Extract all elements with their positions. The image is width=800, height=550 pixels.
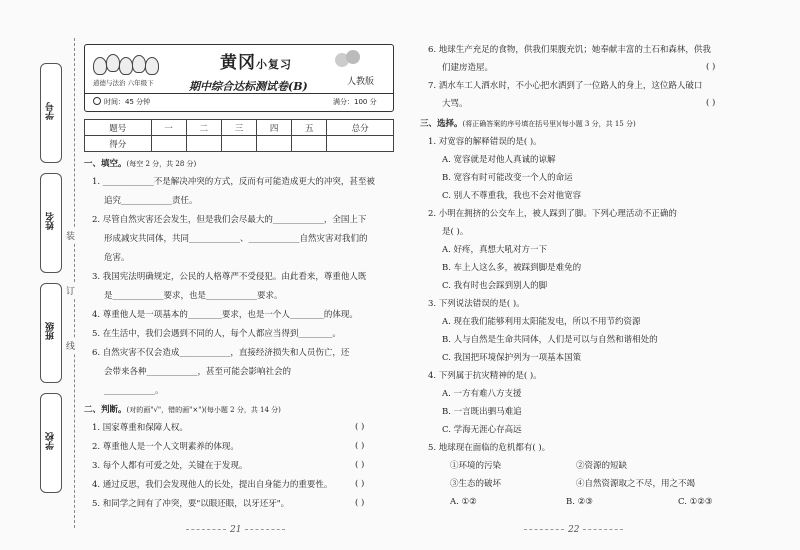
cut-char-zhuang: 装 (66, 228, 75, 243)
s3-answer-option: C. ①②③ (678, 497, 713, 507)
school-label: 学校 (46, 432, 56, 450)
cut-char-ding: 订 (66, 283, 75, 298)
score-cell[interactable] (327, 136, 394, 152)
class-box[interactable] (40, 283, 62, 383)
score-cell[interactable] (186, 136, 221, 152)
table-cell: 三 (221, 120, 256, 136)
s1-line: 追究____________责任。 (104, 196, 198, 206)
grade-table (84, 119, 394, 152)
s1-line: 6. 自然灾害不仅会造成____________，直接经济损失和人员伤亡，还 (92, 348, 350, 358)
s3-option: B. 一言既出驷马难追 (442, 407, 522, 417)
answer-paren[interactable]: ( ) (706, 98, 716, 108)
section2-title: 二、判断。 (84, 405, 127, 415)
table-row (85, 120, 394, 136)
name-box[interactable] (40, 173, 62, 273)
s2-item: 2. 尊重他人是一个人文明素养的体现。 (92, 442, 239, 452)
s3-option: A. 一方有难八方支援 (442, 389, 522, 399)
s3-line: 是( )。 (442, 227, 469, 237)
table-cell: 题号 (85, 120, 152, 136)
s3-option: B. 人与自然是生命共同体，人们是可以与自然和谐相处的 (442, 335, 658, 345)
section3-note: (将正确答案的序号填在括号里)(每小题 3 分，共 15 分) (462, 120, 636, 128)
s3-option: A. 现在我们能够利用太阳能发电，所以不用节约资源 (442, 317, 641, 327)
section1-heading (84, 158, 196, 170)
table-row (85, 136, 394, 152)
section1-note: (每空 2 分，共 28 分) (126, 160, 197, 168)
student-id-box[interactable] (40, 63, 62, 163)
score-label: 满分：100 分 (333, 98, 377, 106)
brand-name: 黄冈 (220, 53, 256, 73)
s3-line: 5. 地球现在面临的危机都有( )。 (428, 443, 551, 453)
answer-paren[interactable]: ( ) (355, 498, 365, 508)
s2-line: 6. 地球生产充足的食物，供我们果腹充饥；她奉献丰富的土石和森林，供我 (428, 45, 711, 55)
s3-option: A. 宽容就是对他人真诚的谅解 (442, 155, 556, 165)
edition-label: 人教版 (347, 77, 375, 87)
s1-line: 4. 尊重他人是一项基本的________要求，也是一个人________的体现。 (92, 310, 358, 320)
s2-item: 3. 每个人都有可爱之处，关键在于发现。 (92, 461, 248, 471)
subject-label: 道德与法治 六年级下 (93, 79, 154, 87)
header-divider (85, 93, 393, 94)
student-id-label: 学号 (46, 102, 56, 120)
s1-line: 2. 尽管自然灾害还会发生，但是我们会尽最大的____________，全国上下 (92, 215, 367, 225)
brand-logo (220, 48, 292, 73)
section3-heading (420, 118, 636, 130)
score-cell[interactable] (221, 136, 256, 152)
score-cell[interactable] (292, 136, 327, 152)
brand-small: 小复习 (256, 58, 292, 71)
s2-item: 4. 通过反思，我们会发现他人的长处，提出自身能力的重要性。 (92, 480, 333, 490)
s1-line: 5. 在生活中，我们会遇到不同的人，每个人都应当得到________。 (92, 329, 341, 339)
class-label: 班级 (46, 322, 56, 340)
s3-line: 2. 小明在拥挤的公交车上，被人踩到了脚。下列心理活动不正确的 (428, 209, 677, 219)
score-cell[interactable] (151, 136, 186, 152)
cut-char-xian: 线 (66, 338, 75, 353)
s3-option: C. 学海无涯心存高远 (442, 425, 522, 435)
s1-line: 3. 我国宪法明确规定，公民的人格尊严不受侵犯。由此看来，尊重他人既 (92, 272, 367, 282)
s2-item: 5. 和同学之间有了冲突，要"以眼还眼，以牙还牙"。 (92, 499, 290, 509)
time-info (93, 97, 150, 107)
page-number-right: 22 (520, 525, 627, 535)
section3-title: 三、选择。 (420, 119, 463, 129)
s1-line: 危害。 (104, 253, 130, 263)
time-label: 时间：45 分钟 (104, 98, 151, 106)
s3-option: C. 别人不尊重我，我也不会对他宽容 (442, 191, 582, 201)
binding-strip (6, 38, 74, 528)
hearts-icon (335, 50, 365, 70)
table-cell: 总分 (327, 120, 394, 136)
answer-paren[interactable]: ( ) (355, 479, 365, 489)
s3-option: C. 我国把环境保护列为一项基本国策 (442, 353, 582, 363)
clock-icon (93, 97, 101, 105)
table-cell: 四 (257, 120, 292, 136)
s3-line: 3. 下列说法错误的是( )。 (428, 299, 525, 309)
s3-option: C. 我有时也会踩到别人的脚 (442, 281, 548, 291)
answer-paren[interactable]: ( ) (355, 422, 365, 432)
s3-circle-option: ①环境的污染 (450, 461, 502, 471)
score-cell[interactable] (257, 136, 292, 152)
s3-circle-option: ②资源的短缺 (576, 461, 628, 471)
page-number-left: 21 (182, 525, 289, 535)
s3-option: B. 宽容有时可能改变一个人的命运 (442, 173, 573, 183)
section2-note: (对的画"√"，错的画"×")(每小题 2 分，共 14 分) (126, 406, 281, 414)
s3-option: B. 车上人这么多，被踩到脚是难免的 (442, 263, 582, 273)
exam-title: 期中综合达标测试卷(B) (189, 80, 308, 93)
section1-title: 一、填空。 (84, 159, 127, 169)
s2-line: 7. 洒水车工人洒水时，不小心把水洒到了一位路人的身上，这位路人破口 (428, 81, 703, 91)
table-cell: 得分 (85, 136, 152, 152)
answer-paren[interactable]: ( ) (706, 62, 716, 72)
s1-line: 是____________要求，也是____________要求。 (104, 291, 283, 301)
name-label: 姓名 (46, 212, 56, 230)
s1-line: 1. ____________不是解决冲突的方式，反而有可能造成更大的冲突，甚至被 (92, 177, 375, 187)
exam-header (84, 44, 394, 112)
s2-line: 大骂。 (442, 99, 468, 109)
s3-circle-option: ④自然资源取之不尽，用之不竭 (576, 479, 696, 489)
table-cell: 一 (151, 120, 186, 136)
children-illustration (93, 51, 163, 81)
s3-circle-option: ③生态的破坏 (450, 479, 502, 489)
s3-answer-option: A. ①② (450, 497, 477, 507)
table-cell: 五 (292, 120, 327, 136)
school-box[interactable] (40, 393, 62, 493)
s2-line: 们建房造屋。 (442, 63, 494, 73)
s2-item: 1. 国家尊重和保障人权。 (92, 423, 188, 433)
s3-line: 1. 对宽容的解释错误的是( )。 (428, 137, 542, 147)
s3-answer-option: B. ②③ (566, 497, 593, 507)
section2-heading (84, 404, 281, 416)
s3-option: A. 好疼，真想大吼对方一下 (442, 245, 548, 255)
s1-line: 会带来各种____________，甚至可能会影响社会的 (104, 367, 292, 377)
s1-line: ____________。 (104, 386, 164, 396)
table-cell: 二 (186, 120, 221, 136)
answer-paren[interactable]: ( ) (355, 441, 365, 451)
answer-paren[interactable]: ( ) (355, 460, 365, 470)
s3-line: 4. 下列属于抗灾精神的是( )。 (428, 371, 542, 381)
s1-line: 形成减灾共同体，共同____________、____________自然灾害对我们的 (104, 234, 368, 244)
